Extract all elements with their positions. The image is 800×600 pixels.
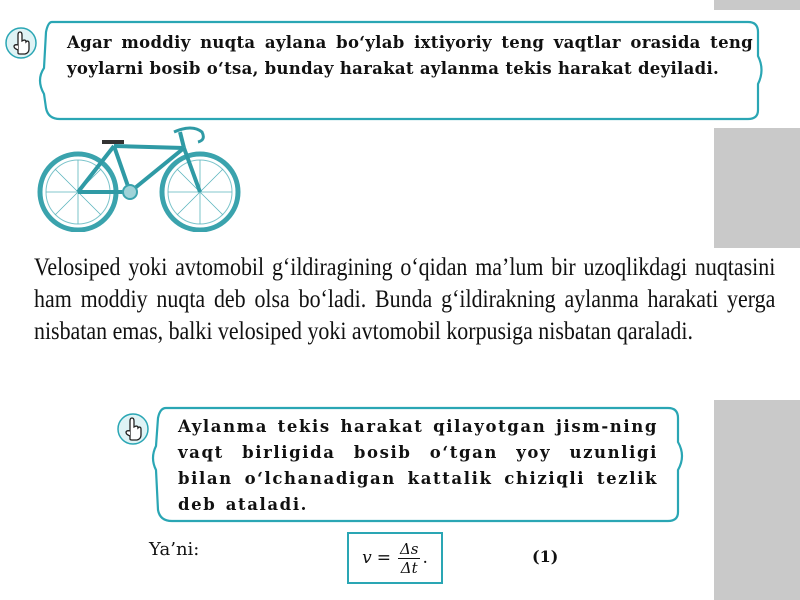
formula-fraction — [398, 540, 421, 577]
definition-text-2: Aylanma tekis harakat qilayotgan jism-ning vaqt birligida bosib o‘tgan yoy uzunligi bilan o‘lchanadigan kattalik chiziqli tezlik deb ataladi. — [178, 417, 658, 514]
formula-box — [347, 532, 443, 584]
formula-lhs: v — [362, 548, 372, 568]
body-paragraph: Velosiped yoki avtomobil g‘ildiragining o‘qidan ma’lum bir uzoqlikdagi nuqtasini ham moddiy nuqta deb olsa bo‘ladi. Bunda g‘ildirakning aylanma harakati yerga nisbatan emas, balki velosiped yoki avtomobil korpusiga nisbatan qaraladi. — [34, 252, 776, 345]
formula-period: . — [422, 548, 428, 568]
pointing-hand-icon — [117, 412, 149, 446]
formula-denominator: Δt — [400, 558, 418, 577]
formula-numerator: Δs — [399, 539, 419, 558]
equation-number: (1) — [532, 547, 559, 566]
formula-intro: Ya’ni: — [149, 539, 200, 560]
definition-text-1: Agar moddiy nuqta aylana bo‘ylab ixtiyoriy teng vaqtlar orasida teng yoylarni bosib o‘tsa, bunday harakat aylanma tekis harakat deyiladi. — [67, 33, 753, 78]
formula-equals: = — [376, 548, 391, 568]
